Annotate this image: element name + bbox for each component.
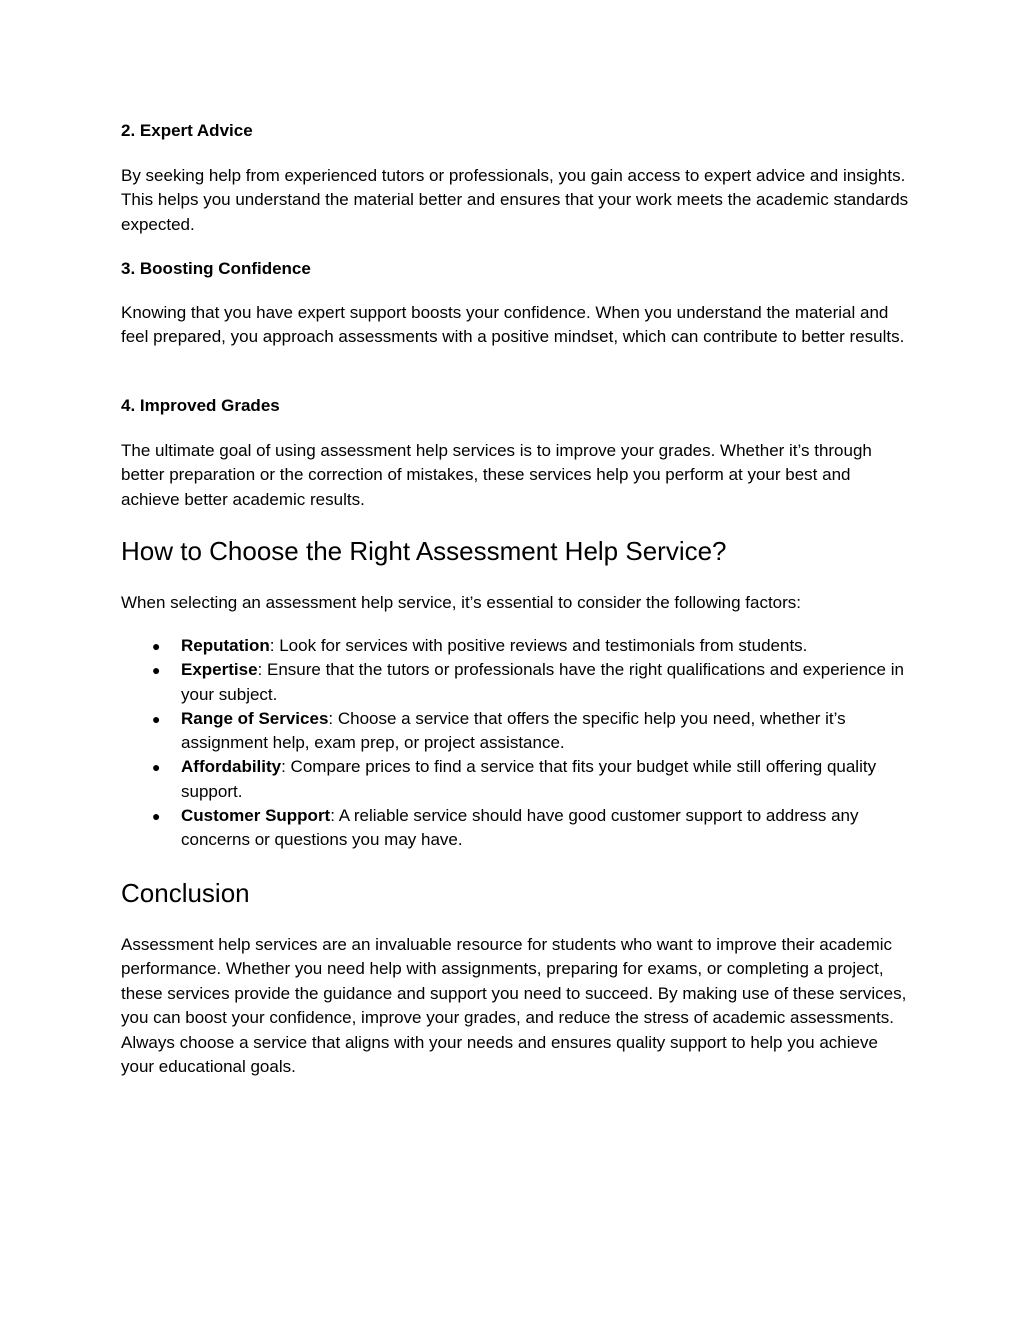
factors-list bbox=[121, 634, 911, 853]
paragraph-expert-advice: By seeking help from experienced tutors or professionals, you gain access to expert advice and insights. This helps you understand the material better and ensures that your work meets the academic standards expected. bbox=[121, 166, 909, 234]
list-item-text: : A reliable service should have good customer support to address any concerns or questions you may have. bbox=[181, 806, 859, 850]
list-item bbox=[121, 755, 911, 804]
list-item bbox=[121, 707, 911, 756]
list-item bbox=[121, 658, 911, 707]
paragraph-boosting-confidence: Knowing that you have expert support boosts your confidence. When you understand the material and feel prepared, you approach assessments with a positive mindset, which can contribute to better results. bbox=[121, 303, 905, 347]
heading-conclusion: Conclusion bbox=[121, 878, 250, 908]
list-item-term: Range of Services bbox=[181, 708, 329, 728]
list-item bbox=[121, 634, 911, 658]
heading-improved-grades: 4. Improved Grades bbox=[121, 396, 280, 415]
list-item-text: : Compare prices to find a service that fits your budget while still offering quality support. bbox=[181, 757, 877, 801]
bullet-icon: ● bbox=[152, 638, 161, 654]
list-item-text: : Ensure that the tutors or professionals have the right qualifications and experience in your subject. bbox=[181, 660, 904, 704]
bullet-icon: ● bbox=[152, 808, 161, 825]
paragraph-choose-intro: When selecting an assessment help service, it’s essential to consider the following factors: bbox=[121, 593, 802, 612]
list-item-text: : Look for services with positive reviews and testimonials from students. bbox=[269, 636, 808, 655]
bullet-icon: ● bbox=[152, 662, 161, 679]
list-item-text: : Choose a service that offers the specific help you need, whether it’s assignment help, exam prep, or project assistance. bbox=[181, 708, 846, 753]
bullet-icon: ● bbox=[152, 710, 161, 727]
heading-how-to-choose: How to Choose the Right Assessment Help Service? bbox=[121, 536, 727, 566]
list-item-term: Affordability bbox=[181, 757, 282, 777]
list-item-term: Expertise bbox=[181, 660, 258, 680]
paragraph-improved-grades: The ultimate goal of using assessment help services is to improve your grades. Whether it’s through better preparation or the correction of mistakes, these services help you perform at your best and achieve better academic results. bbox=[121, 441, 872, 509]
heading-boosting-confidence: 3. Boosting Confidence bbox=[121, 259, 311, 278]
list-item bbox=[121, 804, 911, 853]
list-item-term: Reputation bbox=[181, 636, 270, 655]
paragraph-conclusion: Assessment help services are an invaluable resource for students who want to improve their academic performance. Whether you need help with assignments, preparing for exams, or completing a project, these services provide the guidance and support you need to succeed. By making use of these services, you can boost your confidence, improve your grades, and reduce the stress of academic assessments. Always choose a service that aligns with your needs and ensures quality support to help you achieve your educational goals. bbox=[121, 935, 907, 1077]
list-item-term: Customer Support bbox=[181, 806, 331, 826]
bullet-icon: ● bbox=[152, 759, 161, 776]
heading-expert-advice: 2. Expert Advice bbox=[121, 121, 253, 140]
